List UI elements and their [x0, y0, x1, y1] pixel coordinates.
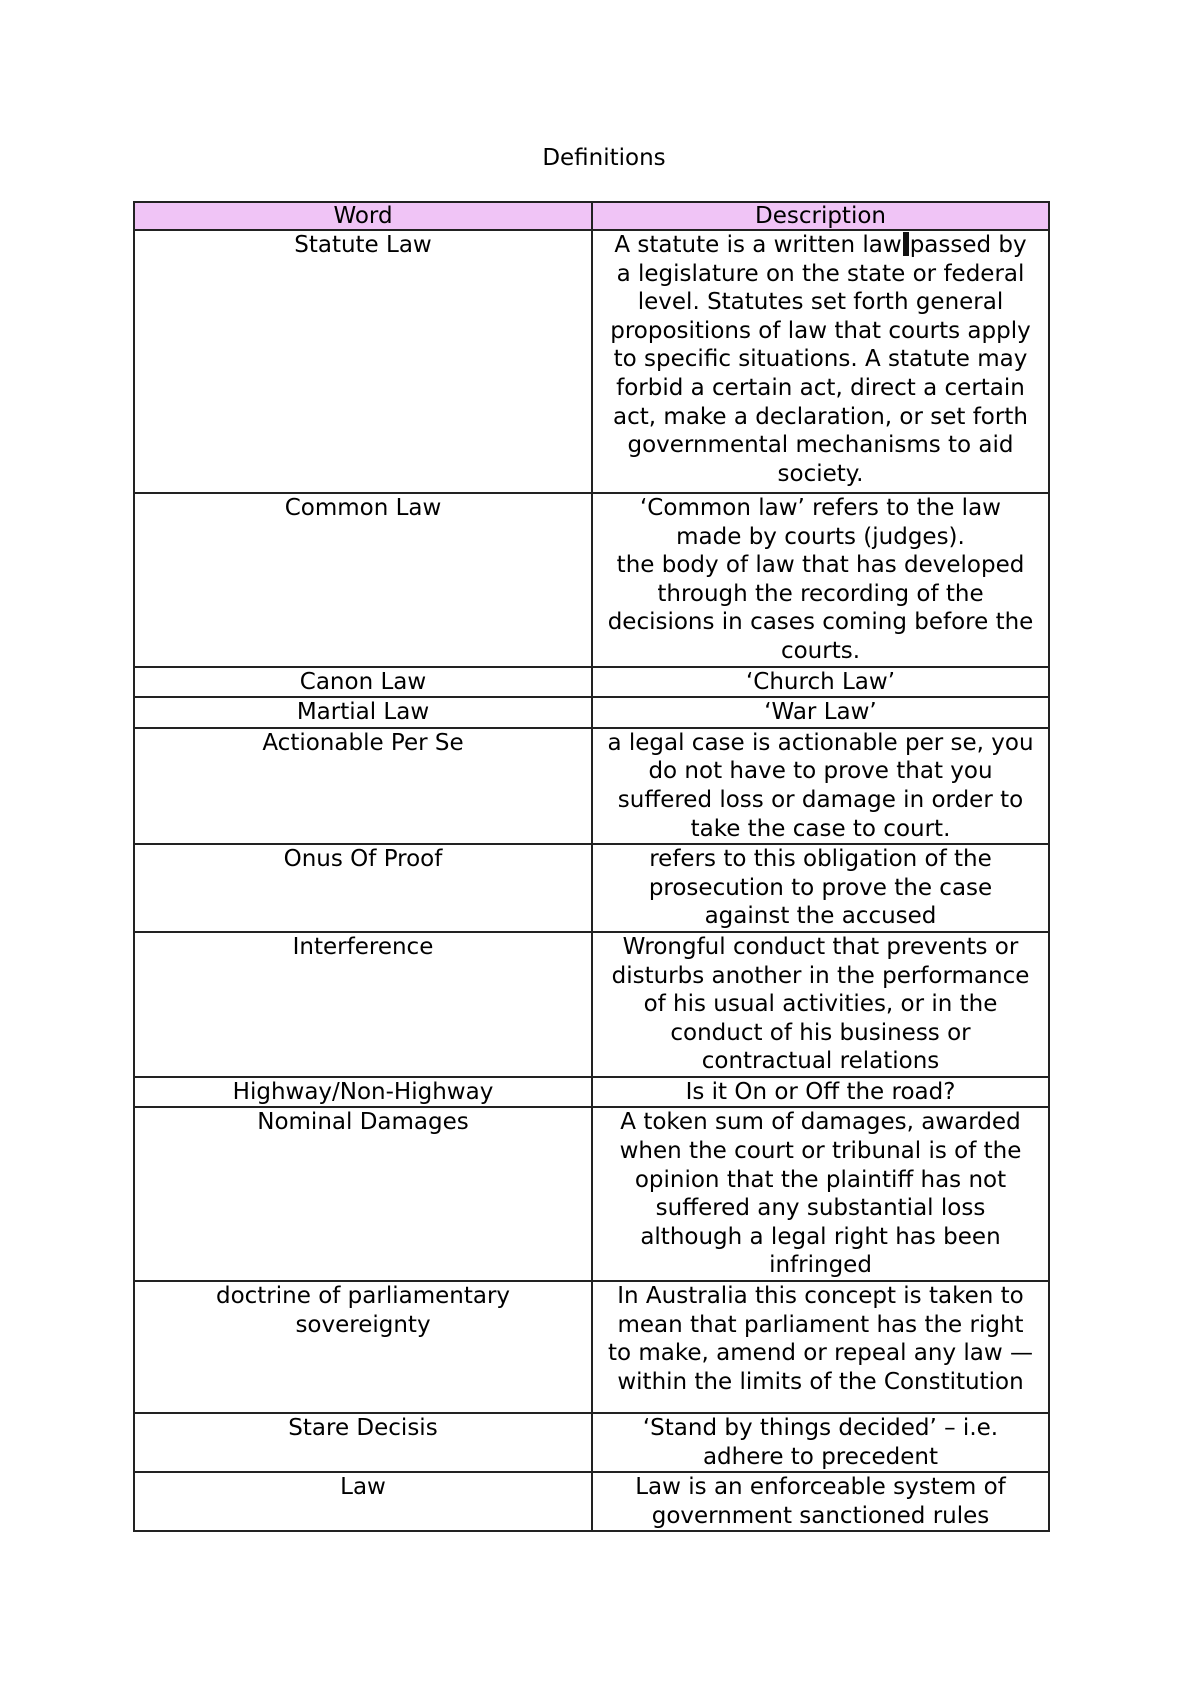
word-cell: Nominal Damages	[134, 1107, 592, 1281]
word-cell: Interference	[134, 932, 592, 1077]
word-cell: Actionable Per Se	[134, 728, 592, 844]
page-title: Definitions	[542, 145, 666, 171]
description-cell[interactable]	[592, 230, 1049, 493]
description-cell: Law is an enforceable system of government sanctioned rules	[592, 1472, 1049, 1531]
description-cell: ‘War Law’	[592, 697, 1049, 728]
column-header-description: Description	[592, 202, 1049, 230]
word-cell: Canon Law	[134, 667, 592, 698]
word-cell: doctrine of parliamentary sovereignty	[134, 1281, 592, 1413]
table-row	[134, 844, 1049, 932]
table-row	[134, 1413, 1049, 1472]
description-cell: refers to this obligation of the prosecution to prove the case against the accused	[592, 844, 1049, 932]
description-text: passed by a legislature on the state or federal level. Statutes set forth general propositions of law that courts apply to specific situations. A statute may forbid a certain act, direct a certain act, make a declaration, or set forth governmental mechanisms to aid society.	[610, 232, 1031, 487]
table-row	[134, 230, 1049, 493]
description-cell: a legal case is actionable per se, you do not have to prove that you suffered loss or damage in order to take the case to court.	[592, 728, 1049, 844]
table-row	[134, 667, 1049, 698]
text-cursor	[903, 232, 909, 256]
description-cell: ‘Stand by things decided’ – i.e. adhere to precedent	[592, 1413, 1049, 1472]
word-cell: Common Law	[134, 493, 592, 667]
word-cell: Highway/Non-Highway	[134, 1077, 592, 1108]
description-cell: Is it On or Off the road?	[592, 1077, 1049, 1108]
table-row	[134, 697, 1049, 728]
table-row	[134, 1107, 1049, 1281]
description-cell: In Australia this concept is taken to mean that parliament has the right to make, amend or repeal any law —within the limits of the Constitution	[592, 1281, 1049, 1413]
word-cell: Law	[134, 1472, 592, 1531]
word-cell: Statute Law	[134, 230, 592, 493]
column-header-word: Word	[134, 202, 592, 230]
description-text: A statute is a written law	[614, 232, 902, 258]
description-cell: A token sum of damages, awarded when the court or tribunal is of the opinion that the plaintiff has not suffered any substantial loss although a legal right has been infringed	[592, 1107, 1049, 1281]
description-cell	[592, 493, 1049, 667]
description-line: ‘Common law’ refers to the law made by courts (judges).	[640, 495, 1001, 550]
table-header-row	[134, 202, 1049, 230]
table-row	[134, 932, 1049, 1077]
table-row	[134, 1281, 1049, 1413]
description-cell: ‘Church Law’	[592, 667, 1049, 698]
description-cell: Wrongful conduct that prevents or disturbs another in the performance of his usual activities, or in the conduct of his business or contractual relations	[592, 932, 1049, 1077]
word-cell: Onus Of Proof	[134, 844, 592, 932]
word-cell: Stare Decisis	[134, 1413, 592, 1472]
definitions-table	[133, 201, 1050, 1532]
word-cell: Martial Law	[134, 697, 592, 728]
table-row	[134, 728, 1049, 844]
table-row	[134, 493, 1049, 667]
description-line: the body of law that has developed through the recording of the decisions in cases coming before the courts.	[607, 552, 1034, 664]
table-row	[134, 1077, 1049, 1108]
table-row	[134, 1472, 1049, 1531]
